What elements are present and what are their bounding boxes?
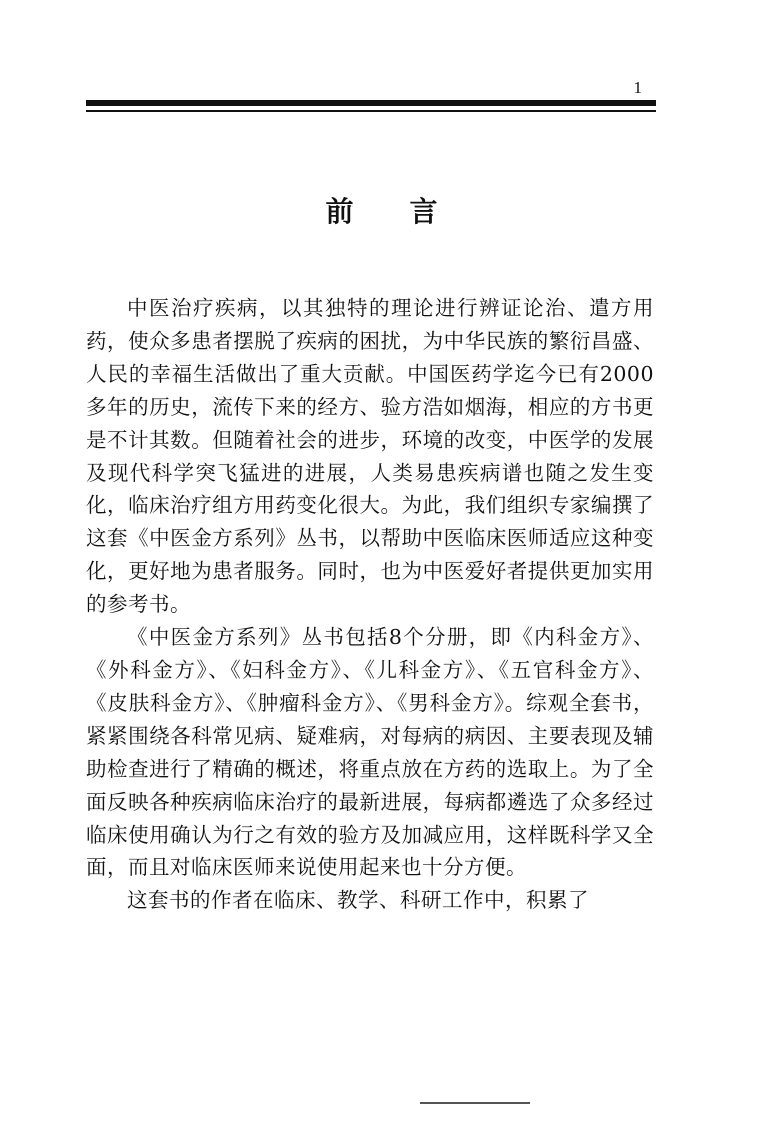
paragraph-2: 《中医金方系列》丛书包括8个分册，即《内科金方》、《外科金方》、《妇科金方》、《儿科金方》、《五官科金方》、《皮肤科金方》、《肿瘤科金方》、《男科金方》。综观全套书，紧紧围绕各科常见病、疑难病，对每病的病因、主要表现及辅助检查进行了精确的概述，将重点放在方药的选取上。为了全面反映各种疾病临床治疗的最新进展，每病都遴选了众多经过临床使用确认为行之有效的验方及加减应用，这样既科学又全面，而且对临床医师来说使用起来也十分方便。 [86,625,654,880]
page-number: 1 [633,78,642,97]
paragraph-3: 这套书的作者在临床、教学、科研工作中，积累了 [127,888,589,913]
paragraph-1: 中医治疗疾病，以其独特的理论进行辨证论治、遣方用药，使众多患者摆脱了疾病的困扰，为中华民族的繁衍昌盛、人民的幸福生活做出了重大贡献。中国医药学迄今已有2000多年的历史，流传下来的经方、验方浩如烟海，相应的方书更是不计其数。但随着社会的进步，环境的改变，中医学的发展及现代科学突飞猛进的进展，人类易患疾病谱也随之发生变化，临床治疗组方用药变化很大。为此，我们组织专家编撰了这套《中医金方系列》丛书，以帮助中医临床医师适应这种变化，更好地为患者服务。同时，也为中医爱好者提供更加实用的参考书。 [86,296,654,617]
header-rule-thin [86,110,656,112]
header-rule-thick [86,100,656,106]
footer-scan-mark [420,1102,530,1104]
page-title: 前言 [325,195,494,228]
body-text [86,292,654,917]
